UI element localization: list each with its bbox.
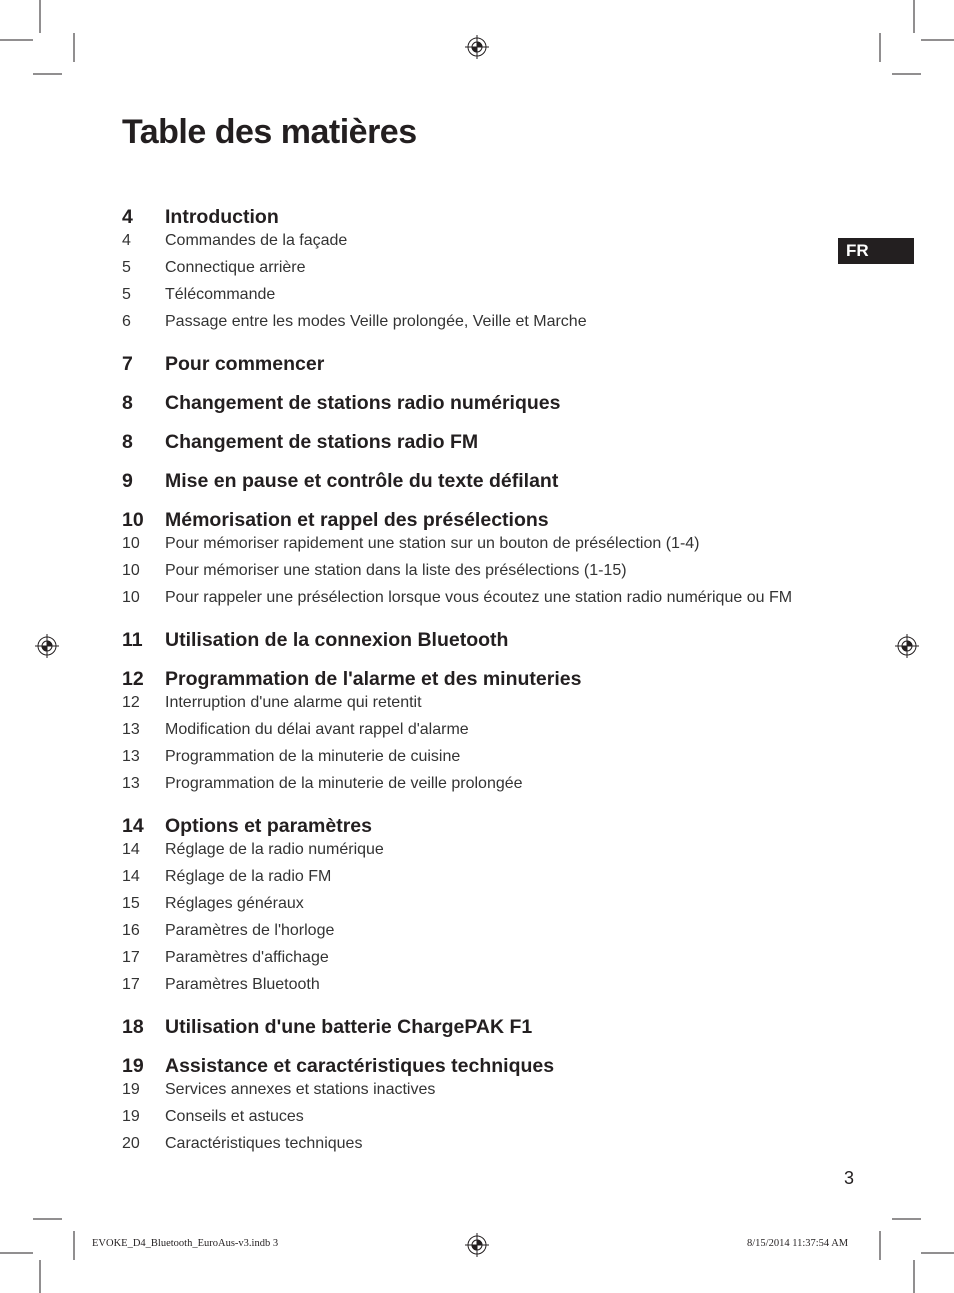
toc-subsection bbox=[122, 1076, 862, 1103]
toc-page-number: 17 bbox=[122, 949, 140, 966]
toc-page-number: 19 bbox=[122, 1108, 140, 1125]
toc-entry-title: Pour commencer bbox=[165, 353, 325, 375]
toc-page-number: 10 bbox=[122, 535, 140, 552]
toc-page-number: 5 bbox=[122, 259, 131, 276]
toc-entry-title: Programmation de la minuterie de cuisine bbox=[165, 748, 461, 765]
toc-section bbox=[122, 425, 862, 452]
toc-entry-title: Pour rappeler une présélection lorsque vous écoutez une station radio numérique ou FM bbox=[165, 589, 793, 606]
toc-entry-title: Pour mémoriser rapidement une station sur un bouton de présélection (1-4) bbox=[165, 535, 700, 552]
page-title: Table des matières bbox=[122, 113, 417, 151]
toc-entry-title: Passage entre les modes Veille prolongée, Veille et Marche bbox=[165, 313, 587, 330]
toc-page-number: 12 bbox=[122, 668, 144, 690]
toc-entry-title: Paramètres d'affichage bbox=[165, 949, 329, 966]
toc-entry-title: Caractéristiques techniques bbox=[165, 1135, 363, 1152]
toc-page-number: 16 bbox=[122, 922, 140, 939]
toc-entry-title: Services annexes et stations inactives bbox=[165, 1081, 436, 1098]
toc-subsection bbox=[122, 971, 862, 998]
toc-page-number: 15 bbox=[122, 895, 140, 912]
toc-entry-title: Programmation de la minuterie de veille prolongée bbox=[165, 775, 523, 792]
toc-subsection bbox=[122, 770, 862, 797]
toc-page-number: 6 bbox=[122, 313, 131, 330]
toc-section bbox=[122, 809, 862, 836]
language-tab: FR bbox=[838, 238, 914, 264]
toc-page-number: 8 bbox=[122, 392, 133, 414]
toc-subsection bbox=[122, 584, 862, 611]
toc-page-number: 9 bbox=[122, 470, 133, 492]
toc-page-number: 14 bbox=[122, 841, 140, 858]
toc-section bbox=[122, 1010, 862, 1037]
toc-page-number: 14 bbox=[122, 815, 144, 837]
toc-entry-title: Utilisation de la connexion Bluetooth bbox=[165, 629, 509, 651]
toc-page-number: 11 bbox=[122, 629, 143, 651]
toc-page-number: 18 bbox=[122, 1016, 144, 1038]
toc-subsection bbox=[122, 530, 862, 557]
toc-page-number: 13 bbox=[122, 775, 140, 792]
toc-page-number: 4 bbox=[122, 206, 133, 228]
toc-subsection bbox=[122, 890, 862, 917]
toc-subsection bbox=[122, 1103, 862, 1130]
toc-page-number: 14 bbox=[122, 868, 140, 885]
toc-entry-title: Réglages généraux bbox=[165, 895, 304, 912]
toc-subsection bbox=[122, 917, 862, 944]
toc-subsection bbox=[122, 254, 862, 281]
toc-subsection bbox=[122, 1130, 862, 1157]
toc-entry-title: Pour mémoriser une station dans la liste des présélections (1-15) bbox=[165, 562, 627, 579]
toc-page-number: 17 bbox=[122, 976, 140, 993]
toc-page-number: 10 bbox=[122, 562, 140, 579]
toc-subsection bbox=[122, 743, 862, 770]
toc-subsection bbox=[122, 281, 862, 308]
toc-section bbox=[122, 1049, 862, 1076]
toc-subsection bbox=[122, 944, 862, 971]
toc-entry-title: Conseils et astuces bbox=[165, 1108, 304, 1125]
toc-entry-title: Télécommande bbox=[165, 286, 276, 303]
toc-section bbox=[122, 347, 862, 374]
toc-page-number: 19 bbox=[122, 1055, 144, 1077]
toc-entry-title: Programmation de l'alarme et des minuteries bbox=[165, 668, 582, 690]
toc-page-number: 10 bbox=[122, 509, 144, 531]
toc-entry-title: Assistance et caractéristiques techniques bbox=[165, 1055, 555, 1077]
toc-page-number: 13 bbox=[122, 748, 140, 765]
toc-subsection bbox=[122, 308, 862, 335]
toc-entry-title: Interruption d'une alarme qui retentit bbox=[165, 694, 422, 711]
toc-entry-title: Mémorisation et rappel des présélections bbox=[165, 509, 549, 531]
toc-entry-title: Paramètres de l'horloge bbox=[165, 922, 335, 939]
toc-entry-title: Mise en pause et contrôle du texte défilant bbox=[165, 470, 559, 492]
toc-entry-title: Réglage de la radio numérique bbox=[165, 841, 384, 858]
toc-section bbox=[122, 386, 862, 413]
toc-entry-title: Connectique arrière bbox=[165, 259, 306, 276]
toc-page-number: 7 bbox=[122, 353, 133, 375]
toc-entry-title: Modification du délai avant rappel d'alarme bbox=[165, 721, 469, 738]
toc-section bbox=[122, 200, 862, 227]
toc-page-number: 10 bbox=[122, 589, 140, 606]
toc-entry-title: Utilisation d'une batterie ChargePAK F1 bbox=[165, 1016, 533, 1038]
table-of-contents bbox=[122, 200, 862, 1157]
toc-page-number: 20 bbox=[122, 1135, 140, 1152]
toc-section bbox=[122, 623, 862, 650]
toc-page-number: 5 bbox=[122, 286, 131, 303]
toc-subsection bbox=[122, 557, 862, 584]
toc-subsection bbox=[122, 689, 862, 716]
toc-subsection bbox=[122, 716, 862, 743]
toc-page-number: 4 bbox=[122, 232, 131, 249]
toc-entry-title: Réglage de la radio FM bbox=[165, 868, 332, 885]
toc-entry-title: Paramètres Bluetooth bbox=[165, 976, 320, 993]
toc-section bbox=[122, 503, 862, 530]
toc-entry-title: Commandes de la façade bbox=[165, 232, 348, 249]
toc-entry-title: Changement de stations radio numériques bbox=[165, 392, 561, 414]
toc-subsection bbox=[122, 227, 862, 254]
toc-section bbox=[122, 464, 862, 491]
print-slug-file: EVOKE_D4_Bluetooth_EuroAus-v3.indb 3 bbox=[92, 1238, 279, 1249]
toc-entry-title: Options et paramètres bbox=[165, 815, 372, 837]
toc-section bbox=[122, 662, 862, 689]
page-number: 3 bbox=[844, 1168, 855, 1188]
toc-subsection bbox=[122, 863, 862, 890]
print-slug-datetime: 8/15/2014 11:37:54 AM bbox=[747, 1238, 849, 1249]
toc-subsection bbox=[122, 836, 862, 863]
toc-page-number: 8 bbox=[122, 431, 133, 453]
toc-page-number: 13 bbox=[122, 721, 140, 738]
toc-page-number: 12 bbox=[122, 694, 140, 711]
toc-entry-title: Changement de stations radio FM bbox=[165, 431, 479, 453]
toc-page-number: 19 bbox=[122, 1081, 140, 1098]
toc-entry-title: Introduction bbox=[165, 206, 279, 228]
